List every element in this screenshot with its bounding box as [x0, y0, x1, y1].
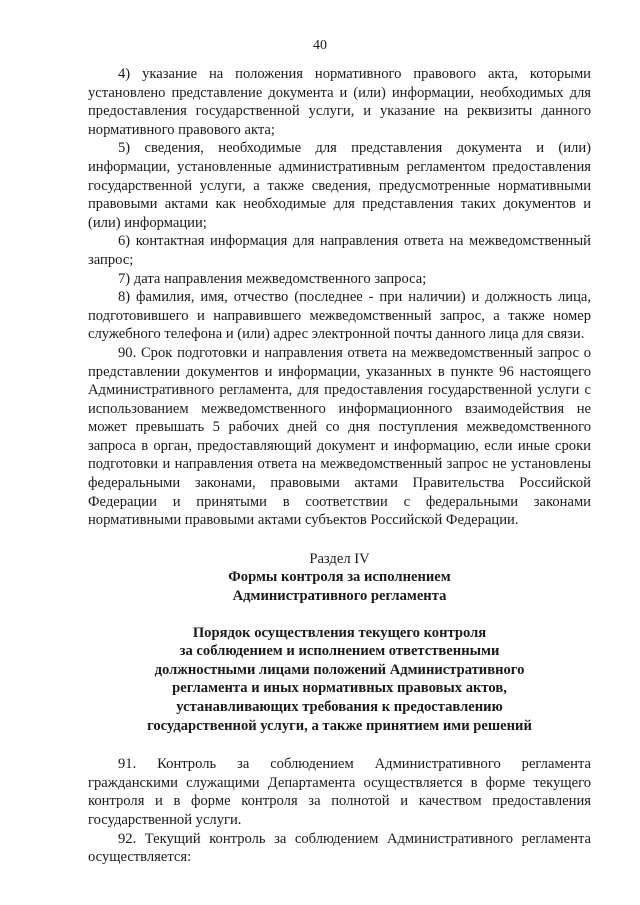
section-label: Раздел IV [309, 550, 370, 567]
page-number: 40 [313, 38, 327, 53]
subsection-title-line: должностными лицами положений Административного [154, 661, 525, 678]
clause-90: 90. Срок подготовки и направления ответа на межведомственный запрос о представлении документов и информации, указанных в пункте 96 настоящего Административного регламента, для предоставления государственной услуги с использованием межведомственного информационного взаимодействия не может превышать 5 рабочих дней со дня поступления межведомственного запроса в орган, предоставляющий документ и информацию, если иные сроки подготовки и направления ответа на межведомственный запрос не установлены федеральными законами, правовыми актами Правительства Российской Федерации и принятыми в соответствии с федеральными законами нормативными правовыми актами субъектов Российской Федерации. [88, 344, 591, 529]
list-item-7: 7) дата направления межведомственного запроса; [118, 270, 427, 287]
clause-92: 92. Текущий контроль за соблюдением Административного регламента осуществляется: [88, 830, 591, 866]
subsection-title-line: Порядок осуществления текущего контроля [192, 624, 487, 641]
list-item-6: 6) контактная информация для направления ответа на межведомственный запрос; [88, 233, 591, 268]
subsection-title-line: государственной услуги, а также принятием ими решений [147, 717, 532, 734]
document-body [88, 65, 591, 867]
subsection-title-line: устанавливающих требования к предоставлению [176, 699, 503, 715]
list-item-4: 4) указание на положения нормативного правового акта, которыми установлено представление документа и (или) информации, необходимых для предоставления государственной услуги, и указание на реквизиты данного нормативного правового акта; [88, 66, 591, 138]
section-title-line: Административного регламента [232, 588, 447, 605]
list-item-5: 5) сведения, необходимые для представления документа и (или) информации, установленные административным регламентом предоставления государственной услуги, а также сведения, предусмотренные нормативными правовыми актами как необходимые для представления таких документов и (или) информации; [88, 140, 591, 231]
section-title-line: Формы контроля за исполнением [228, 569, 451, 586]
clause-91: 91. Контроль за соблюдением Административного регламента гражданскими служащими Департамента осуществляется в форме текущего контроля и в форме контроля за полнотой и качеством предоставления государственной услуги. [88, 756, 591, 828]
subsection-title-line: регламента и иных нормативных правовых актов, [172, 680, 507, 697]
list-item-8: 8) фамилия, имя, отчество (последнее - при наличии) и должность лица, подготовившего и направившего межведомственный запрос, а также номер служебного телефона и (или) адрес электронной почты данного лица для связи. [88, 289, 591, 343]
subsection-title-line: за соблюдением и исполнением ответственными [179, 643, 500, 660]
